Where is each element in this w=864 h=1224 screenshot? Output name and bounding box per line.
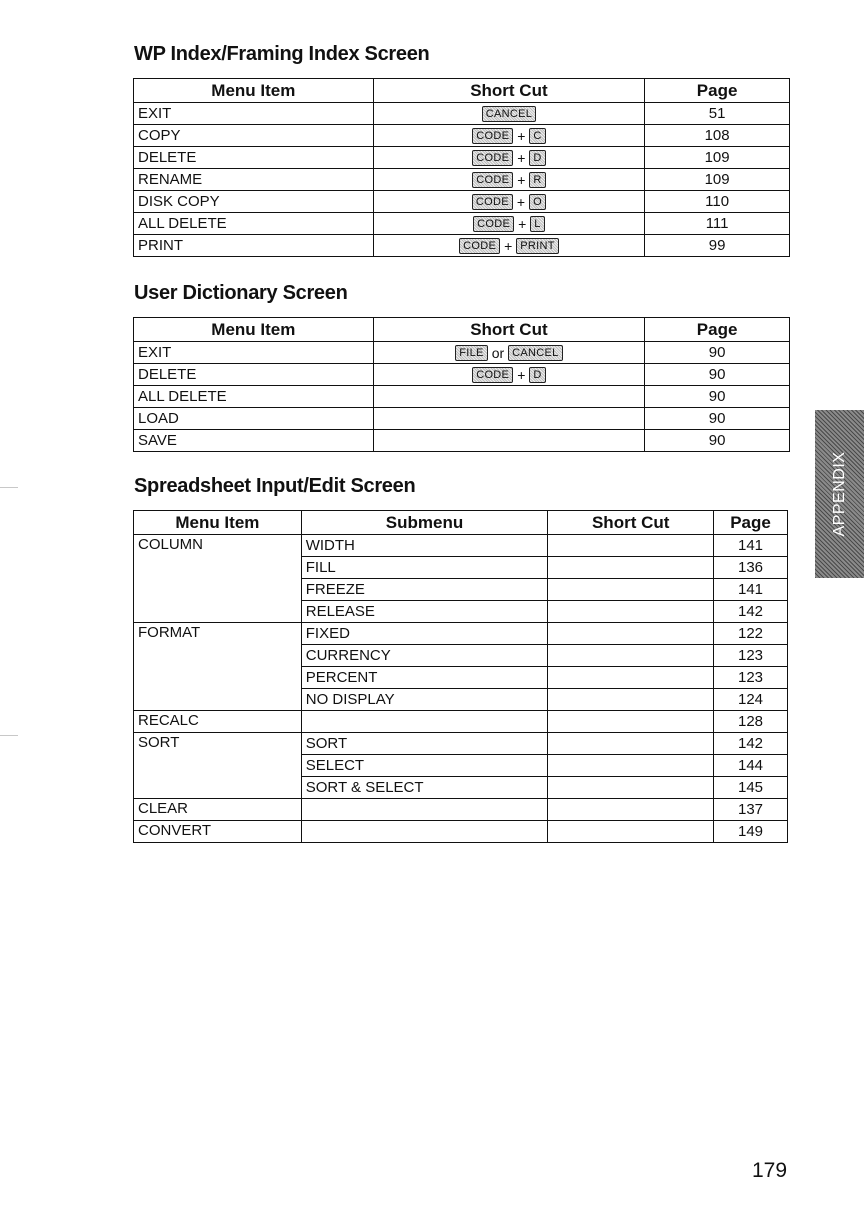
column-header-page: Page bbox=[714, 511, 788, 535]
key-cap: CANCEL bbox=[508, 345, 562, 361]
menu-item-cell: SAVE bbox=[134, 430, 374, 452]
wp-index-table bbox=[133, 78, 790, 257]
table-row bbox=[134, 535, 788, 557]
table-row bbox=[134, 386, 790, 408]
shortcut-separator: + bbox=[517, 149, 526, 166]
column-header-page: Page bbox=[645, 79, 790, 103]
page-cell: 142 bbox=[714, 601, 788, 623]
section-title-spreadsheet: Spreadsheet Input/Edit Screen bbox=[134, 475, 416, 497]
submenu-cell: PERCENT bbox=[301, 667, 548, 689]
table-row bbox=[134, 103, 790, 125]
menu-item-cell: DELETE bbox=[134, 147, 374, 169]
table-row bbox=[134, 711, 788, 733]
column-header-short-cut: Short Cut bbox=[548, 511, 714, 535]
page-cell: 109 bbox=[645, 147, 790, 169]
short-cut-cell bbox=[548, 755, 714, 777]
shortcut-separator: + bbox=[517, 171, 526, 188]
shortcut-separator: + bbox=[504, 237, 513, 254]
page-cell: 145 bbox=[714, 777, 788, 799]
table-row bbox=[134, 623, 788, 645]
short-cut-cell bbox=[373, 235, 645, 257]
menu-item-cell: RENAME bbox=[134, 169, 374, 191]
table-row bbox=[134, 364, 790, 386]
menu-item-cell: COLUMN bbox=[134, 535, 302, 623]
short-cut-cell bbox=[548, 777, 714, 799]
key-cap: CODE bbox=[473, 216, 514, 232]
shortcut-separator: or bbox=[491, 344, 505, 361]
column-header-short-cut: Short Cut bbox=[373, 79, 645, 103]
submenu-cell: SELECT bbox=[301, 755, 548, 777]
submenu-cell: NO DISPLAY bbox=[301, 689, 548, 711]
table-row bbox=[134, 733, 788, 755]
short-cut-cell bbox=[373, 342, 645, 364]
page-cell: 128 bbox=[714, 711, 788, 733]
submenu-cell: SORT & SELECT bbox=[301, 777, 548, 799]
section-title-user-dictionary: User Dictionary Screen bbox=[134, 282, 348, 304]
submenu-cell: FIXED bbox=[301, 623, 548, 645]
page-cell: 137 bbox=[714, 799, 788, 821]
shortcut-separator: + bbox=[517, 127, 526, 144]
page-cell: 110 bbox=[645, 191, 790, 213]
short-cut-cell bbox=[548, 601, 714, 623]
short-cut-cell bbox=[548, 821, 714, 843]
table-row bbox=[134, 235, 790, 257]
short-cut-cell bbox=[548, 667, 714, 689]
submenu-cell bbox=[301, 711, 548, 733]
table-row bbox=[134, 821, 788, 843]
short-cut-cell bbox=[373, 408, 645, 430]
key-cap: D bbox=[529, 367, 545, 383]
page-number: 179 bbox=[752, 1159, 788, 1182]
page-cell: 141 bbox=[714, 535, 788, 557]
key-cap: CANCEL bbox=[482, 106, 536, 122]
page-cell: 90 bbox=[645, 386, 790, 408]
short-cut-cell bbox=[373, 213, 645, 235]
menu-item-cell: COPY bbox=[134, 125, 374, 147]
menu-item-cell: PRINT bbox=[134, 235, 374, 257]
key-cap: O bbox=[529, 194, 546, 210]
menu-item-cell: LOAD bbox=[134, 408, 374, 430]
key-cap: CODE bbox=[472, 172, 513, 188]
column-header-menu-item: Menu Item bbox=[134, 511, 302, 535]
page-cell: 51 bbox=[645, 103, 790, 125]
short-cut-cell bbox=[373, 125, 645, 147]
column-header-menu-item: Menu Item bbox=[134, 318, 374, 342]
column-header-page: Page bbox=[645, 318, 790, 342]
page-cell: 109 bbox=[645, 169, 790, 191]
page-cell: 108 bbox=[645, 125, 790, 147]
menu-item-cell: ALL DELETE bbox=[134, 386, 374, 408]
appendix-side-tab bbox=[815, 410, 864, 578]
key-cap: CODE bbox=[459, 238, 500, 254]
short-cut-cell bbox=[373, 386, 645, 408]
key-cap: CODE bbox=[472, 367, 513, 383]
table-row bbox=[134, 430, 790, 452]
key-cap: C bbox=[529, 128, 545, 144]
key-cap: CODE bbox=[472, 194, 513, 210]
appendix-side-tab-label: APPENDIX bbox=[830, 451, 848, 537]
short-cut-cell bbox=[548, 579, 714, 601]
short-cut-cell bbox=[548, 645, 714, 667]
column-header-submenu: Submenu bbox=[301, 511, 548, 535]
shortcut-separator: + bbox=[517, 366, 526, 383]
margin-mark bbox=[0, 487, 18, 488]
short-cut-cell bbox=[373, 191, 645, 213]
page-cell: 111 bbox=[645, 213, 790, 235]
page-cell: 144 bbox=[714, 755, 788, 777]
section-title-wp-index: WP Index/Framing Index Screen bbox=[134, 43, 430, 65]
submenu-cell: FILL bbox=[301, 557, 548, 579]
short-cut-cell bbox=[548, 535, 714, 557]
page-cell: 90 bbox=[645, 430, 790, 452]
menu-item-cell: EXIT bbox=[134, 342, 374, 364]
short-cut-cell bbox=[548, 557, 714, 579]
user-dictionary-table bbox=[133, 317, 790, 452]
table-row bbox=[134, 342, 790, 364]
menu-item-cell: EXIT bbox=[134, 103, 374, 125]
table-row bbox=[134, 169, 790, 191]
page-cell: 122 bbox=[714, 623, 788, 645]
short-cut-cell bbox=[548, 799, 714, 821]
short-cut-cell bbox=[548, 623, 714, 645]
margin-mark bbox=[0, 735, 18, 736]
table-row bbox=[134, 213, 790, 235]
menu-item-cell: CONVERT bbox=[134, 821, 302, 843]
page-cell: 90 bbox=[645, 408, 790, 430]
short-cut-cell bbox=[373, 147, 645, 169]
page-cell: 90 bbox=[645, 364, 790, 386]
short-cut-cell bbox=[373, 364, 645, 386]
short-cut-cell bbox=[373, 430, 645, 452]
short-cut-cell bbox=[373, 169, 645, 191]
menu-item-cell: RECALC bbox=[134, 711, 302, 733]
page-cell: 99 bbox=[645, 235, 790, 257]
key-cap: L bbox=[530, 216, 544, 232]
shortcut-separator: + bbox=[516, 193, 526, 210]
key-cap: PRINT bbox=[516, 238, 559, 254]
page-cell: 90 bbox=[645, 342, 790, 364]
spreadsheet-table bbox=[133, 510, 788, 843]
page-cell: 141 bbox=[714, 579, 788, 601]
page-cell: 123 bbox=[714, 667, 788, 689]
page-cell: 123 bbox=[714, 645, 788, 667]
short-cut-cell bbox=[548, 711, 714, 733]
table-row bbox=[134, 125, 790, 147]
menu-item-cell: ALL DELETE bbox=[134, 213, 374, 235]
submenu-cell: WIDTH bbox=[301, 535, 548, 557]
menu-item-cell: FORMAT bbox=[134, 623, 302, 711]
submenu-cell bbox=[301, 799, 548, 821]
menu-item-cell: CLEAR bbox=[134, 799, 302, 821]
submenu-cell: RELEASE bbox=[301, 601, 548, 623]
menu-item-cell: SORT bbox=[134, 733, 302, 799]
table-row bbox=[134, 799, 788, 821]
short-cut-cell bbox=[548, 689, 714, 711]
submenu-cell: CURRENCY bbox=[301, 645, 548, 667]
page-cell: 142 bbox=[714, 733, 788, 755]
key-cap: D bbox=[529, 150, 545, 166]
table-row bbox=[134, 191, 790, 213]
page-cell: 149 bbox=[714, 821, 788, 843]
key-cap: CODE bbox=[472, 128, 513, 144]
short-cut-cell bbox=[548, 733, 714, 755]
submenu-cell: FREEZE bbox=[301, 579, 548, 601]
submenu-cell bbox=[301, 821, 548, 843]
column-header-menu-item: Menu Item bbox=[134, 79, 374, 103]
key-cap: R bbox=[529, 172, 545, 188]
submenu-cell: SORT bbox=[301, 733, 548, 755]
column-header-short-cut: Short Cut bbox=[373, 318, 645, 342]
menu-item-cell: DISK COPY bbox=[134, 191, 374, 213]
page-cell: 136 bbox=[714, 557, 788, 579]
key-cap: CODE bbox=[472, 150, 513, 166]
shortcut-separator: + bbox=[518, 215, 527, 232]
table-row bbox=[134, 408, 790, 430]
menu-item-cell: DELETE bbox=[134, 364, 374, 386]
short-cut-cell bbox=[373, 103, 645, 125]
table-row bbox=[134, 147, 790, 169]
key-cap: FILE bbox=[455, 345, 487, 361]
page-cell: 124 bbox=[714, 689, 788, 711]
